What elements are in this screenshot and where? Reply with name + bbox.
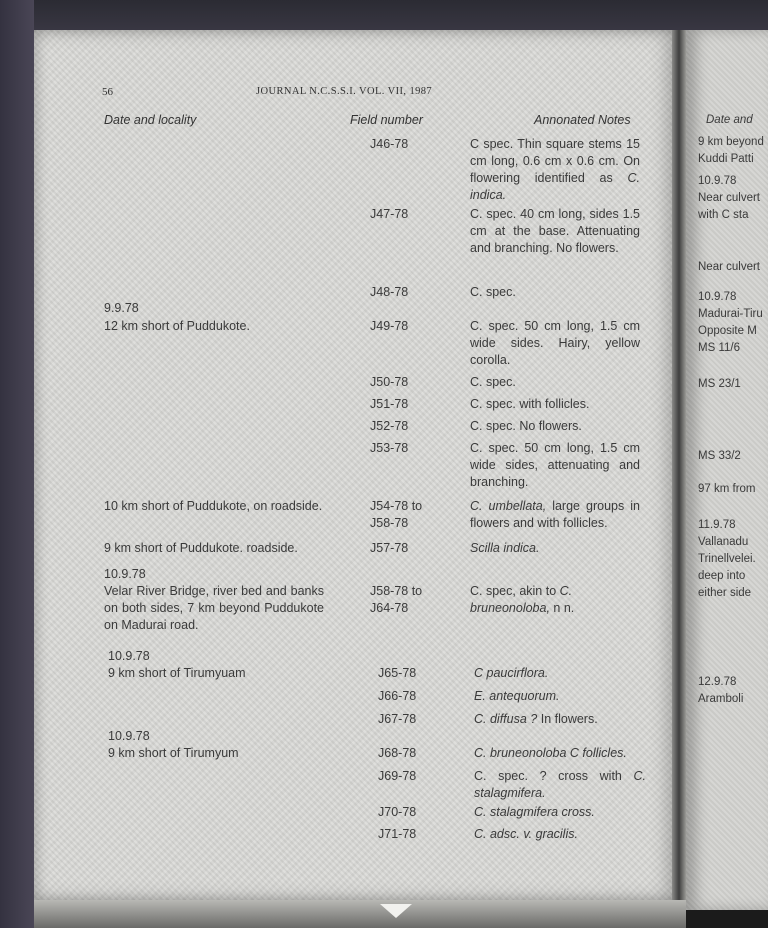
annotated-note: C. spec. ? cross with C. stalagmifera. [474, 769, 646, 800]
locality: 12 km short of Puddukote. [104, 319, 250, 333]
collection-date: 10.9.78 [104, 567, 146, 581]
page-number: 56 [102, 86, 113, 98]
field-number: J71-78 [378, 827, 417, 841]
annotated-note: C. spec. 50 cm long, 1.5 cm wide sides, attenuating and branching. [470, 441, 640, 489]
field-number: J50-78 [370, 375, 409, 389]
field-number: J57-78 [370, 541, 409, 555]
left-page [34, 30, 682, 900]
annotated-note: Scilla indica. [470, 541, 540, 555]
facing-line: Vallanadu [698, 536, 749, 548]
facing-line: 10.9.78 [698, 175, 737, 187]
field-number: J48-78 [370, 285, 409, 299]
facing-line: Aramboli [698, 693, 744, 705]
field-number-end: J64-78 [370, 601, 409, 615]
header-annotated-notes: Annonated Notes [534, 113, 631, 127]
facing-header: Date and [706, 114, 753, 126]
facing-line: 9 km beyond [698, 136, 764, 148]
annotated-note: C. spec. 50 cm long, 1.5 cm wide sides. Hairy, yellow corolla. [470, 319, 640, 367]
book-cover-top [0, 0, 768, 34]
annotated-note: C. bruneonoloba C follicles. [474, 746, 627, 760]
facing-line: MS 11/6 [698, 342, 740, 354]
locality: 9 km short of Tirumyum [108, 746, 239, 760]
field-number: J49-78 [370, 319, 409, 333]
annotated-note: C. spec. No flowers. [470, 419, 582, 433]
facing-line: 11.9.78 [698, 519, 736, 531]
locality: 9 km short of Puddukote. roadside. [104, 541, 298, 555]
annotated-note: C. spec, akin to C. bruneonoloba, n n. [470, 584, 575, 615]
facing-line: Opposite M [698, 325, 757, 337]
field-number: J70-78 [378, 805, 417, 819]
annotated-note: C. spec. with follicles. [470, 397, 590, 411]
annotated-note: C paucirflora. [474, 666, 549, 680]
facing-page [686, 30, 768, 910]
field-number: J51-78 [370, 397, 409, 411]
facing-line: Kuddi Patti [698, 153, 754, 165]
annotated-note: C spec. Thin square stems 15 cm long, 0.6 cm x 0.6 cm. On flowering identified as C. indica. [470, 137, 640, 202]
facing-line: 10.9.78 [698, 291, 737, 303]
page-bottom-edge [34, 900, 686, 928]
field-number: J47-78 [370, 207, 409, 221]
annotated-note: C. diffusa ? In flowers. [474, 712, 598, 726]
facing-line: MS 23/1 [698, 378, 741, 390]
collection-date: 10.9.78 [108, 649, 150, 663]
header-field-number: Field number [350, 113, 423, 127]
facing-line: Trinellvelei. [698, 553, 756, 565]
field-number: J52-78 [370, 419, 409, 433]
annotated-note: C. umbellata, large groups in flowers and with follicles. [470, 499, 640, 530]
facing-line: MS 33/2 [698, 450, 741, 462]
annotated-note: E. antequorum. [474, 689, 560, 703]
facing-line: either side [698, 587, 752, 599]
field-number: J67-78 [378, 712, 417, 726]
collection-date: 10.9.78 [108, 729, 150, 743]
annotated-note: C. spec. 40 cm long, sides 1.5 cm at the base. Attenuating and branching. No flowers. [470, 207, 640, 255]
field-number: J53-78 [370, 441, 409, 455]
locality: Velar River Bridge, river bed and banks on both sides, 7 km beyond Puddukote on Madurai road. [104, 584, 324, 632]
locality: 9 km short of Tirumyuam [108, 666, 246, 680]
field-number: J65-78 [378, 666, 417, 680]
field-number: J54-78 to [370, 499, 423, 513]
field-number: J68-78 [378, 746, 417, 760]
field-number: J66-78 [378, 689, 417, 703]
field-number: J69-78 [378, 769, 417, 783]
facing-line: Near culvert [698, 261, 760, 273]
header-date-locality: Date and locality [104, 113, 197, 127]
facing-line: 12.9.78 [698, 676, 737, 688]
facing-line: deep into [698, 570, 746, 582]
field-number-end: J58-78 [370, 516, 409, 530]
annotated-note: C. stalagmifera cross. [474, 805, 595, 819]
annotated-note: C. spec. [470, 285, 516, 299]
field-number: J58-78 to [370, 584, 423, 598]
running-head: JOURNAL N.C.S.S.I. VOL. VII, 1987 [256, 86, 433, 97]
facing-line: Near culvert [698, 192, 760, 204]
locality: 10 km short of Puddukote, on roadside. [104, 499, 323, 513]
facing-line: 97 km from [698, 483, 756, 495]
facing-line: with C sta [698, 209, 749, 221]
field-number: J46-78 [370, 137, 409, 151]
facing-line: Madurai-Tiru [698, 308, 763, 320]
book-gutter [672, 30, 686, 910]
annotated-note: C. adsc. v. gracilis. [474, 827, 578, 841]
bookmark-arrow-icon [380, 904, 412, 918]
collection-date: 9.9.78 [104, 301, 139, 315]
book-cover-left [0, 0, 34, 928]
annotated-note: C. spec. [470, 375, 516, 389]
